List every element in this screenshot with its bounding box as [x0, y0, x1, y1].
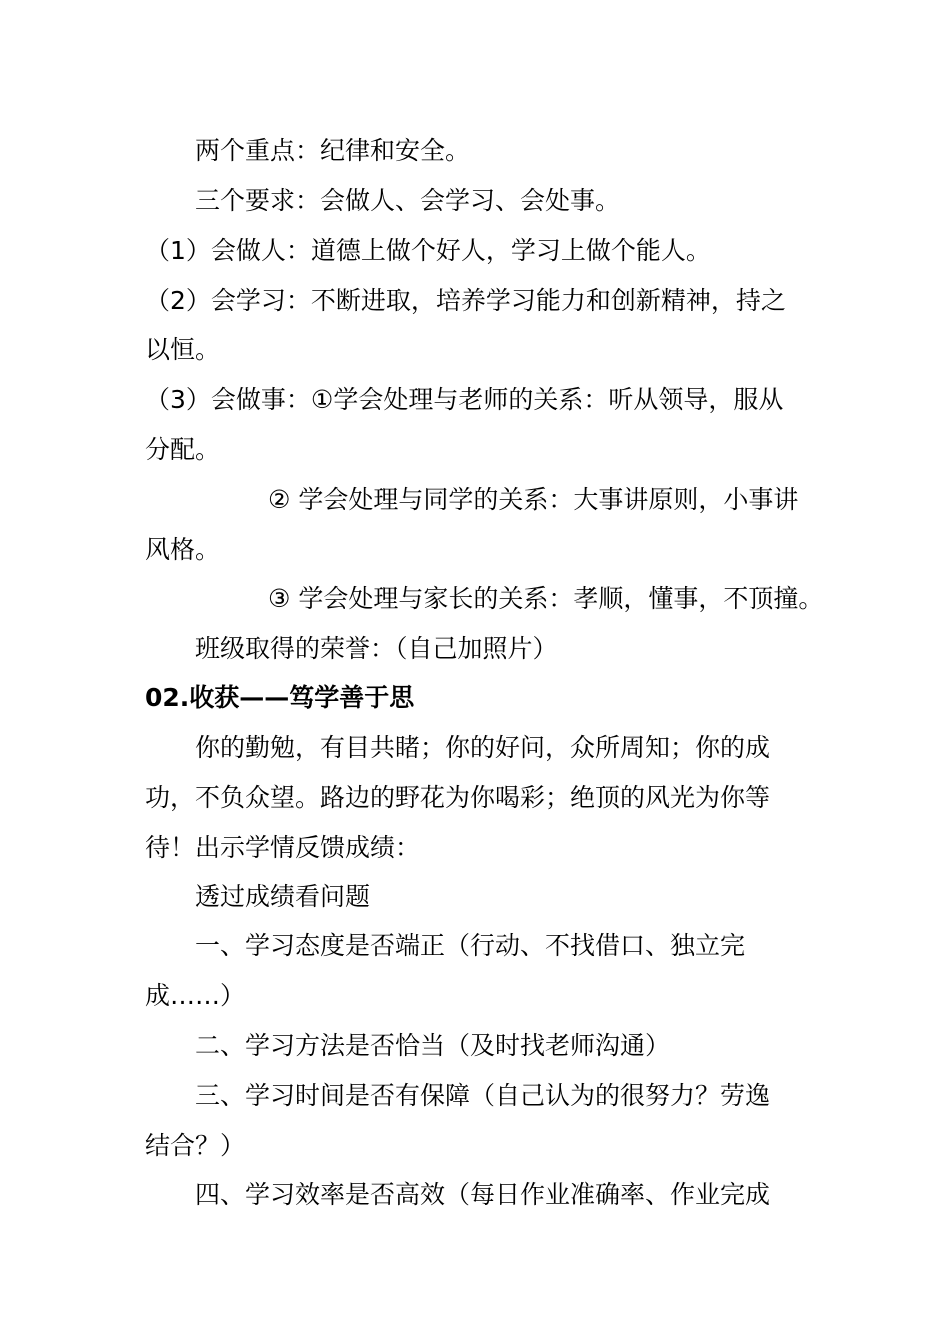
paragraph-line: （3）会做事：①学会处理与老师的关系：听从领导，服从: [145, 385, 784, 414]
paragraph-line: 成……）: [145, 981, 246, 1010]
section-heading: 02.收获——笃学善于思: [145, 683, 415, 712]
paragraph-line: （2）会学习：不断进取，培养学习能力和创新精神，持之: [145, 286, 786, 315]
paragraph-line: 两个重点：纪律和安全。: [195, 136, 471, 165]
paragraph-line: ③ 学会处理与家长的关系：孝顺，懂事，不顶撞。: [268, 584, 824, 613]
paragraph-line: 以恒。: [145, 335, 221, 364]
paragraph-line: 透过成绩看问题: [195, 882, 371, 911]
paragraph-line: 待！出示学情反馈成绩：: [145, 833, 421, 862]
paragraph-line: 二、学习方法是否恰当（及时找老师沟通）: [195, 1031, 671, 1060]
paragraph-line: 一、学习态度是否端正（行动、不找借口、独立完: [195, 931, 746, 960]
paragraph-line: 风格。: [145, 535, 221, 564]
paragraph-line: 分配。: [145, 435, 221, 464]
paragraph-line: 功，不负众望。路边的野花为你喝彩；绝顶的风光为你等: [145, 783, 771, 812]
paragraph-line: 三个要求：会做人、会学习、会处事。: [195, 186, 621, 215]
paragraph-line: 结合？）: [145, 1131, 246, 1160]
paragraph-line: 三、学习时间是否有保障（自己认为的很努力？劳逸: [195, 1081, 771, 1110]
paragraph-line: 班级取得的荣誉：（自己加照片）: [195, 634, 558, 663]
paragraph-line: 四、学习效率是否高效（每日作业准确率、作业完成: [195, 1180, 771, 1209]
paragraph-line: ② 学会处理与同学的关系：大事讲原则，小事讲: [268, 485, 799, 514]
paragraph-line: （1）会做人：道德上做个好人，学习上做个能人。: [145, 236, 711, 265]
paragraph-line: 你的勤勉，有目共睹；你的好问，众所周知；你的成: [195, 733, 771, 762]
